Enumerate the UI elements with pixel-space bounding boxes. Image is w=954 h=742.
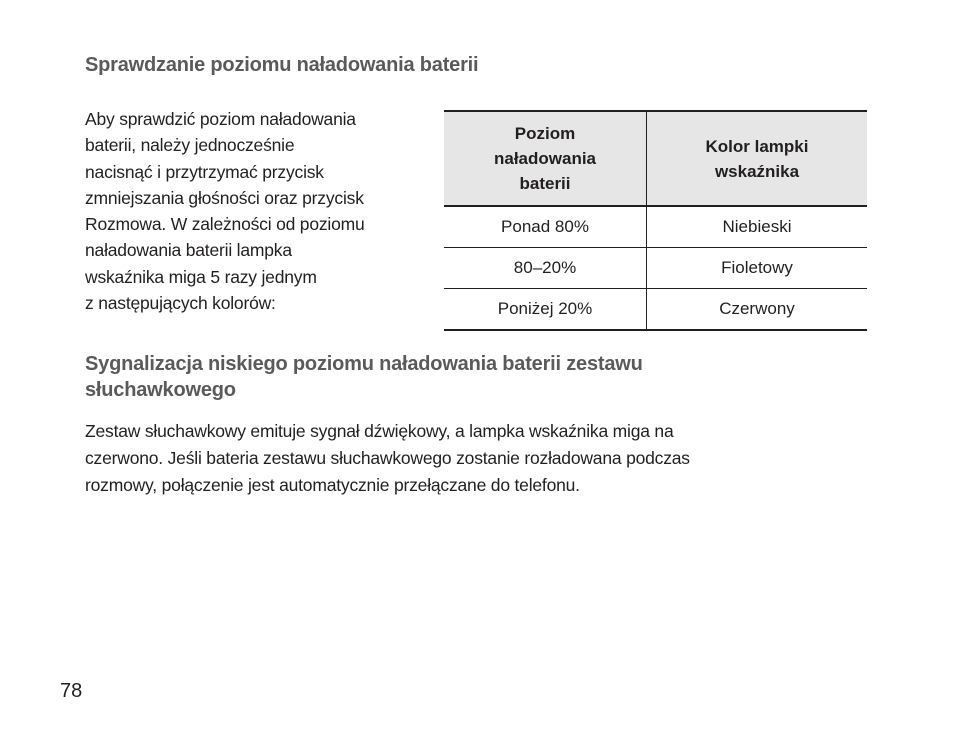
header-battery-level — [444, 111, 647, 206]
intro-line: Rozmowa. W zależności od poziomu — [85, 214, 365, 235]
cell-level: Ponad 80% — [444, 206, 647, 248]
header-line: wskaźnika — [714, 161, 800, 181]
body-line: Zestaw słuchawkowy emituje sygnał dźwiękowy, a lampka wskaźnika miga na — [85, 421, 674, 441]
intro-line: nacisnąć i przytrzymać przycisk — [85, 161, 324, 182]
header-indicator-color — [647, 111, 868, 206]
intro-line: z następujących kolorów: — [85, 293, 276, 314]
cell-color: Czerwony — [647, 289, 868, 331]
battery-level-table — [444, 110, 867, 331]
table-header-row — [444, 111, 867, 206]
intro-line: Aby sprawdzić poziom naładowania — [85, 109, 356, 129]
page-number: 78 — [60, 680, 83, 702]
heading-line: słuchawkowego — [85, 379, 236, 401]
table-row — [444, 248, 867, 289]
cell-color: Niebieski — [647, 206, 868, 248]
table-row — [444, 206, 867, 248]
intro-line: naładowania baterii lampka — [85, 240, 292, 261]
cell-color: Fioletowy — [647, 248, 868, 289]
header-line: baterii — [519, 174, 571, 193]
cell-level: 80–20% — [444, 248, 647, 289]
intro-line: wskaźnika miga 5 razy jednym — [85, 266, 317, 287]
cell-level: Poniżej 20% — [444, 289, 647, 331]
intro-line: zmniejszania głośności oraz przycisk — [85, 187, 364, 208]
section-heading-battery-check: Sprawdzanie poziomu naładowania baterii — [85, 54, 479, 76]
header-line: naładowania — [493, 149, 597, 168]
section-heading-low-battery — [85, 351, 885, 403]
body-line: rozmowy, połączenie jest automatycznie przełączane do telefonu. — [85, 475, 580, 495]
low-battery-paragraph — [85, 418, 885, 499]
intro-paragraph — [85, 106, 430, 316]
body-line: czerwono. Jeśli bateria zestawu słuchawkowego zostanie rozładowana podczas — [85, 448, 690, 468]
header-line: Poziom — [514, 124, 576, 143]
intro-line: baterii, należy jednocześnie — [85, 135, 295, 156]
header-line: Kolor lampki — [705, 136, 809, 156]
heading-line: Sygnalizacja niskiego poziomu naładowania baterii zestawu — [85, 353, 643, 375]
table-row — [444, 289, 867, 331]
